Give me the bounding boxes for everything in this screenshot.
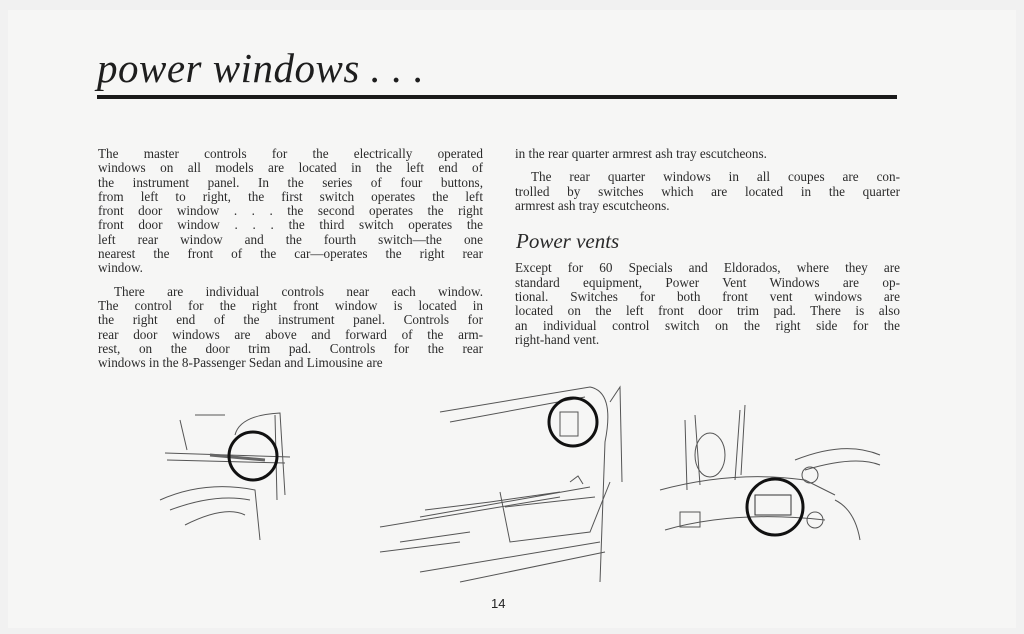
right-column: [515, 147, 900, 356]
page-title: power windows . . .: [97, 45, 425, 91]
section-heading-power-vents: Power vents: [516, 229, 620, 254]
text-line: The control for the right front window is located in: [98, 297, 483, 313]
illustration-instrument-panel: [155, 405, 305, 545]
text-line: windows in the 8-Passenger Sedan and Limousine are: [98, 355, 383, 371]
text-line: Except for 60 Specials and Eldorados, where they are: [515, 260, 900, 276]
text-line: an individual control switch on the right side for the: [515, 317, 900, 333]
text-line: from left to right, the first switch operates the left: [98, 188, 483, 204]
text-line: front door window . . . the second operates the right: [98, 203, 483, 219]
text-line: rear door windows are above and forward of the arm-: [98, 326, 483, 342]
text-line: front door window . . . the third switch operates the: [98, 217, 483, 233]
paragraph: [98, 147, 483, 276]
left-column: [98, 147, 483, 379]
title-rule: [97, 95, 897, 99]
text-line: window.: [98, 260, 143, 276]
text-line: standard equipment, Power Vent Windows are op-: [515, 274, 900, 290]
text-line: rest, on the door trim pad. Controls for the rear: [98, 340, 483, 356]
text-line: tional. Switches for both front vent windows are: [515, 289, 900, 305]
paragraph: [515, 261, 900, 347]
text-line: The master controls for the electrically operated: [98, 146, 483, 161]
text-line: the instrument panel. In the series of four buttons,: [98, 174, 483, 190]
text-line: windows on all models are located in the left end of: [98, 160, 483, 176]
text-line: There are individual controls near each window.: [114, 283, 483, 299]
illustration-front-door-trim: [655, 400, 885, 580]
illustration-rear-door: [360, 382, 640, 592]
text-line: nearest the front of the car—operates the right rear: [98, 246, 483, 262]
callout-circle: [549, 398, 597, 446]
text-line: trolled by switches which are located in the quarter: [515, 183, 900, 199]
text-line: left rear window and the fourth switch—the one: [98, 231, 483, 247]
text-line: The rear quarter windows in all coupes are con-: [531, 169, 900, 185]
paragraph: [515, 170, 900, 213]
page-number: 14: [491, 596, 506, 611]
paragraph: [515, 147, 900, 161]
text-line: the right end of the instrument panel. Controls for: [98, 312, 483, 328]
text-line: right-hand vent.: [515, 331, 600, 347]
text-line: located on the left front door trim pad. There is also: [515, 303, 900, 319]
paragraph: [98, 285, 483, 371]
text-line: in the rear quarter armrest ash tray escutcheons.: [515, 146, 767, 161]
text-line: armrest ash tray escutcheons.: [515, 197, 670, 213]
